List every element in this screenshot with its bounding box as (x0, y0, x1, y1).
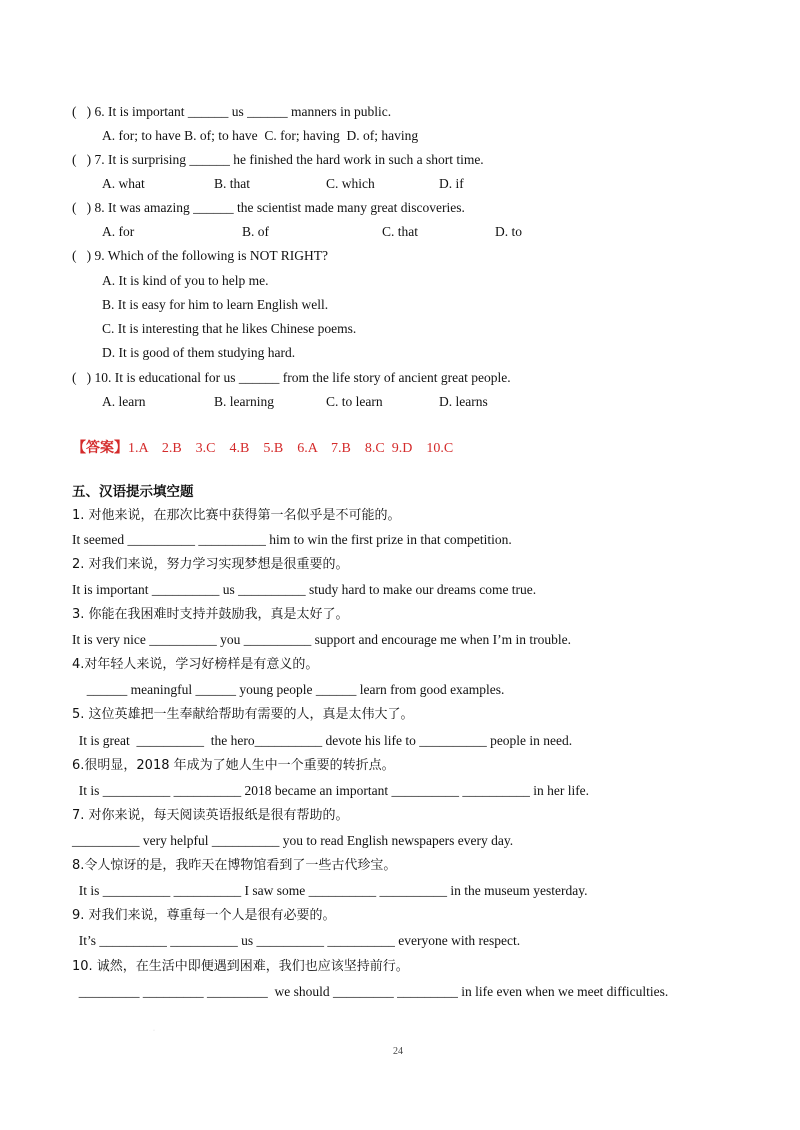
scan-mark: · (153, 1028, 155, 1034)
question-8-option-c: C. that (382, 224, 418, 239)
question-8-option-a: A. for (102, 224, 135, 239)
question-9-option-a: A. It is kind of you to help me. (102, 273, 269, 288)
question-9-option-d: D. It is good of them studying hard. (102, 345, 296, 360)
answer-key (72, 440, 453, 458)
item-6-english: It is __________ __________ 2018 became an important __________ __________ in her life. (72, 783, 590, 798)
item-7-chinese: 7. 对你来说，每天阅读英语报纸是很有帮助的。 (72, 808, 349, 823)
item-2-chinese: 2. 对我们来说，努力学习实现梦想是很重要的。 (72, 557, 349, 572)
item-10-chinese: 10. 诚然，在生活中即便遇到困难，我们也应该坚持前行。 (72, 959, 409, 974)
question-7-option-b: B. that (214, 176, 250, 191)
question-7-option-d: D. if (439, 176, 464, 191)
question-8-stem: ( ) 8. It was amazing ______ the scientist made many great discoveries. (72, 200, 465, 215)
question-10-option-c: C. to learn (326, 394, 383, 409)
item-1-chinese: 1. 对他来说，在那次比赛中获得第一名似乎是不可能的。 (72, 508, 401, 523)
item-6-chinese: 6.很明显，2018 年成为了她人生中一个重要的转折点。 (72, 758, 395, 773)
item-5-english: It is great __________ the hero__________ devote his life to __________ people in need. (72, 733, 573, 748)
question-7-option-c: C. which (326, 176, 375, 191)
item-3-english: It is very nice __________ you __________ support and encourage me when I’m in trouble. (72, 632, 572, 647)
question-9-option-b: B. It is easy for him to learn English well. (102, 297, 329, 312)
question-6-stem: ( ) 6. It is important ______ us ______ manners in public. (72, 104, 392, 119)
question-10-option-a: A. learn (102, 394, 146, 409)
item-7-english: __________ very helpful __________ you to read English newspapers every day. (72, 833, 514, 848)
question-7-stem: ( ) 7. It is surprising ______ he finished the hard work in such a short time. (72, 152, 484, 167)
item-8-english: It is __________ __________ I saw some __________ __________ in the museum yesterday. (72, 883, 588, 898)
question-9-stem: ( ) 9. Which of the following is NOT RIGHT? (72, 248, 328, 263)
item-1-english: It seemed __________ __________ him to win the first prize in that competition. (72, 532, 512, 547)
question-7-option-a: A. what (102, 176, 145, 191)
item-9-chinese: 9. 对我们来说，尊重每一个人是很有必要的。 (72, 908, 336, 923)
question-6-options: A. for; to have B. of; to have C. for; having D. of; having (102, 128, 419, 143)
item-9-english: It’s __________ __________ us __________ __________ everyone with respect. (72, 933, 521, 948)
page-number: 24 (393, 1046, 403, 1057)
item-5-chinese: 5. 这位英雄把一生奉献给帮助有需要的人，真是太伟大了。 (72, 707, 414, 722)
question-9-option-c: C. It is interesting that he likes Chinese poems. (102, 321, 357, 336)
item-8-chinese: 8.令人惊讶的是，我昨天在博物馆看到了一些古代珍宝。 (72, 858, 397, 873)
section-heading: 五、汉语提示填空题 (72, 484, 194, 500)
item-2-english: It is important __________ us __________ study hard to make our dreams come true. (72, 582, 537, 597)
question-10-stem: ( ) 10. It is educational for us ______ from the life story of ancient great people. (72, 370, 511, 385)
answer-label: 【答案】 (72, 441, 128, 456)
answer-text: 1.A 2.B 3.C 4.B 5.B 6.A 7.B 8.C 9.D 10.C (128, 441, 454, 456)
item-10-english: _________ _________ _________ we should _________ _________ in life even when we meet difficulties. (72, 984, 669, 999)
question-8-option-d: D. to (495, 224, 522, 239)
item-3-chinese: 3. 你能在我困难时支持并鼓励我，真是太好了。 (72, 607, 349, 622)
item-4-chinese: 4.对年轻人来说，学习好榜样是有意义的。 (72, 657, 319, 672)
question-10-option-d: D. learns (439, 394, 488, 409)
question-10-option-b: B. learning (214, 394, 274, 409)
question-8-option-b: B. of (242, 224, 269, 239)
item-4-english: ______ meaningful ______ young people ______ learn from good examples. (80, 682, 505, 697)
